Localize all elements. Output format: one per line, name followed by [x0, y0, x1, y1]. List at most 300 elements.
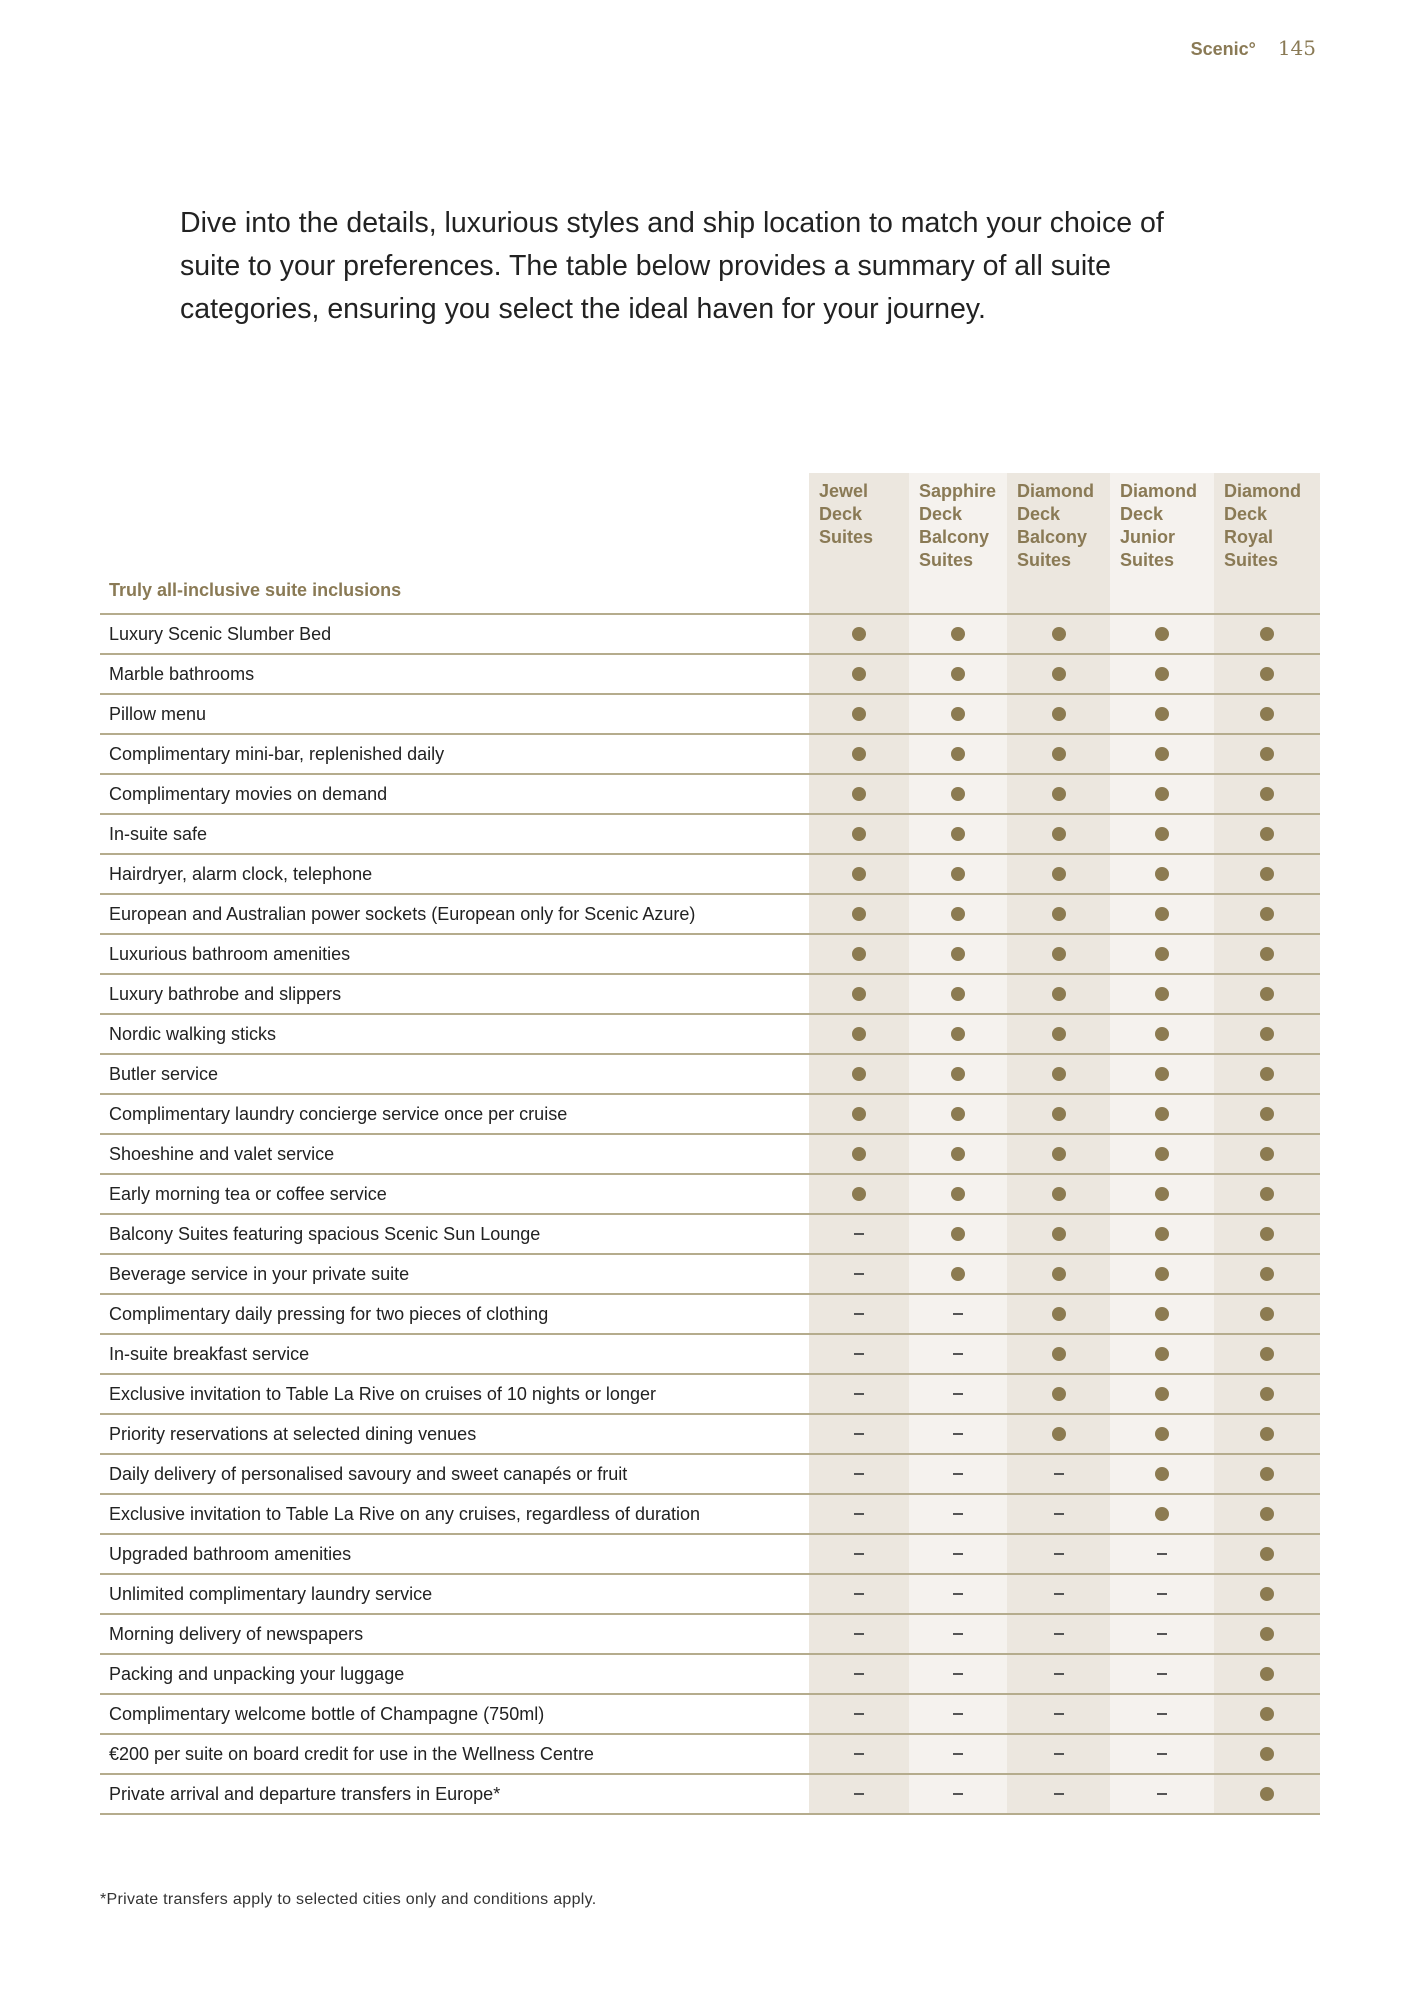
- included-dot-icon: [951, 1187, 965, 1201]
- table-cell: [909, 1335, 1007, 1373]
- not-included-dash-icon: [1054, 1633, 1064, 1635]
- included-dot-icon: [1260, 1627, 1274, 1641]
- table-cell: [909, 1615, 1007, 1653]
- column-header-line: Suites: [1017, 550, 1072, 570]
- included-dot-icon: [852, 827, 866, 841]
- included-dot-icon: [1052, 987, 1066, 1001]
- table-cell: [909, 1495, 1007, 1533]
- table-cell: [1007, 735, 1110, 773]
- row-label: Priority reservations at selected dining venues: [109, 1424, 477, 1444]
- table-cell: [809, 1535, 909, 1573]
- included-dot-icon: [1052, 1387, 1066, 1401]
- column-header-line: Diamond: [1224, 481, 1302, 501]
- included-dot-icon: [951, 947, 965, 961]
- included-dot-icon: [852, 707, 866, 721]
- row-label: Beverage service in your private suite: [109, 1264, 410, 1284]
- row-label: Upgraded bathroom amenities: [109, 1544, 352, 1564]
- included-dot-icon: [1260, 707, 1274, 721]
- suite-inclusions-table: [100, 473, 1320, 1815]
- not-included-dash-icon: [854, 1553, 864, 1555]
- table-cell: [1007, 1455, 1110, 1493]
- included-dot-icon: [1155, 667, 1169, 681]
- not-included-dash-icon: [953, 1753, 963, 1755]
- included-dot-icon: [1260, 827, 1274, 841]
- table-cell: [1110, 1375, 1214, 1413]
- table-row: [100, 1775, 1320, 1815]
- table-cell: [1007, 695, 1110, 733]
- not-included-dash-icon: [854, 1353, 864, 1355]
- included-dot-icon: [951, 1147, 965, 1161]
- row-label: Hairdryer, alarm clock, telephone: [109, 864, 373, 884]
- included-dot-icon: [1260, 1427, 1274, 1441]
- not-included-dash-icon: [1054, 1553, 1064, 1555]
- table-cell: [1214, 1375, 1320, 1413]
- table-cell: [809, 935, 909, 973]
- table-cell: [809, 1455, 909, 1493]
- table-cell: [1110, 975, 1214, 1013]
- included-dot-icon: [1155, 947, 1169, 961]
- table-cell: [1214, 1415, 1320, 1453]
- included-dot-icon: [1052, 1307, 1066, 1321]
- table-cell: [909, 1295, 1007, 1333]
- column-header-line: Deck: [1017, 504, 1061, 524]
- included-dot-icon: [1155, 1307, 1169, 1321]
- included-dot-icon: [852, 1027, 866, 1041]
- not-included-dash-icon: [953, 1553, 963, 1555]
- table-cell: [1007, 1215, 1110, 1253]
- table-cell: [1214, 615, 1320, 653]
- not-included-dash-icon: [1054, 1473, 1064, 1475]
- included-dot-icon: [1260, 987, 1274, 1001]
- table-cell: [1214, 1455, 1320, 1493]
- table-cell: [1007, 1295, 1110, 1333]
- not-included-dash-icon: [854, 1513, 864, 1515]
- table-cell: [1110, 815, 1214, 853]
- table-row: [100, 1215, 1320, 1255]
- table-row: [100, 815, 1320, 855]
- not-included-dash-icon: [953, 1393, 963, 1395]
- row-label: Morning delivery of newspapers: [109, 1624, 364, 1644]
- table-cell: [1214, 695, 1320, 733]
- column-header-line: Deck: [919, 504, 963, 524]
- included-dot-icon: [1260, 1347, 1274, 1361]
- included-dot-icon: [1260, 1027, 1274, 1041]
- table-cell: [909, 1575, 1007, 1613]
- included-dot-icon: [1155, 907, 1169, 921]
- table-cell: [909, 1735, 1007, 1773]
- table-cell: [809, 615, 909, 653]
- table-cell: [809, 1335, 909, 1373]
- table-row: [100, 975, 1320, 1015]
- column-header-line: Balcony: [919, 527, 990, 547]
- table-cell: [909, 1455, 1007, 1493]
- not-included-dash-icon: [1054, 1593, 1064, 1595]
- included-dot-icon: [1052, 1267, 1066, 1281]
- table-row: [100, 1175, 1320, 1215]
- column-header: [1017, 480, 1094, 572]
- table-cell: [809, 775, 909, 813]
- column-header-line: Deck: [1224, 504, 1268, 524]
- not-included-dash-icon: [854, 1633, 864, 1635]
- not-included-dash-icon: [1157, 1753, 1167, 1755]
- table-cell: [809, 1775, 909, 1813]
- table-header: [100, 473, 1320, 615]
- included-dot-icon: [1052, 1067, 1066, 1081]
- included-dot-icon: [1052, 1027, 1066, 1041]
- table-cell: [1007, 1415, 1110, 1453]
- included-dot-icon: [1155, 707, 1169, 721]
- table-cell: [1214, 775, 1320, 813]
- included-dot-icon: [1260, 1307, 1274, 1321]
- table-cell: [809, 975, 909, 1013]
- included-dot-icon: [1155, 1347, 1169, 1361]
- page-number: 145: [1277, 36, 1316, 60]
- table-row: [100, 655, 1320, 695]
- included-dot-icon: [852, 1187, 866, 1201]
- table-cell: [809, 1255, 909, 1293]
- section-label: Truly all-inclusive suite inclusions: [109, 580, 402, 600]
- table-cell: [1214, 1695, 1320, 1733]
- included-dot-icon: [951, 627, 965, 641]
- included-dot-icon: [1052, 827, 1066, 841]
- included-dot-icon: [852, 1107, 866, 1121]
- not-included-dash-icon: [953, 1513, 963, 1515]
- table-cell: [1007, 1335, 1110, 1373]
- table-cell: [909, 735, 1007, 773]
- included-dot-icon: [852, 747, 866, 761]
- table-cell: [1110, 775, 1214, 813]
- included-dot-icon: [951, 1027, 965, 1041]
- not-included-dash-icon: [953, 1353, 963, 1355]
- included-dot-icon: [852, 1147, 866, 1161]
- table-cell: [1007, 935, 1110, 973]
- included-dot-icon: [951, 987, 965, 1001]
- table-cell: [909, 855, 1007, 893]
- row-label: Private arrival and departure transfers in Europe*: [109, 1784, 501, 1804]
- included-dot-icon: [1155, 787, 1169, 801]
- table-cell: [1214, 1495, 1320, 1533]
- included-dot-icon: [1052, 1427, 1066, 1441]
- table-cell: [809, 1295, 909, 1333]
- included-dot-icon: [951, 1267, 965, 1281]
- table-cell: [1110, 695, 1214, 733]
- included-dot-icon: [951, 1107, 965, 1121]
- table-row: [100, 615, 1320, 655]
- not-included-dash-icon: [854, 1473, 864, 1475]
- table-cell: [1214, 1535, 1320, 1573]
- table-cell: [809, 1375, 909, 1413]
- not-included-dash-icon: [854, 1793, 864, 1795]
- table-cell: [909, 655, 1007, 693]
- included-dot-icon: [1155, 867, 1169, 881]
- table-cell: [1007, 1175, 1110, 1213]
- column-header-line: Deck: [1120, 504, 1164, 524]
- not-included-dash-icon: [1054, 1753, 1064, 1755]
- table-cell: [809, 1615, 909, 1653]
- table-row: [100, 1735, 1320, 1775]
- row-label: Early morning tea or coffee service: [109, 1184, 387, 1204]
- row-label: Complimentary mini-bar, replenished daily: [109, 744, 445, 764]
- row-label: Daily delivery of personalised savoury and sweet canapés or fruit: [109, 1464, 628, 1484]
- column-header-line: Sapphire: [919, 481, 997, 501]
- table-cell: [809, 1735, 909, 1773]
- table-row: [100, 855, 1320, 895]
- table-row: [100, 1415, 1320, 1455]
- table-row: [100, 1375, 1320, 1415]
- intro-paragraph: Dive into the details, luxurious styles and ship location to match your choice of suite to your preferences. The table below provides a summary of all suite categories, ensuring you select the ideal haven for your journey.: [180, 207, 1164, 325]
- table-cell: [1214, 975, 1320, 1013]
- included-dot-icon: [1260, 1387, 1274, 1401]
- not-included-dash-icon: [854, 1393, 864, 1395]
- included-dot-icon: [1155, 627, 1169, 641]
- table-row: [100, 1015, 1320, 1055]
- table-cell: [1007, 1015, 1110, 1053]
- table-cell: [1214, 1295, 1320, 1333]
- table-row: [100, 695, 1320, 735]
- included-dot-icon: [1155, 1387, 1169, 1401]
- table-cell: [1110, 1415, 1214, 1453]
- table-cell: [1007, 1495, 1110, 1533]
- not-included-dash-icon: [1054, 1673, 1064, 1675]
- table-cell: [1214, 895, 1320, 933]
- table-cell: [1214, 1255, 1320, 1293]
- included-dot-icon: [1155, 747, 1169, 761]
- column-header-line: Royal: [1224, 527, 1274, 547]
- not-included-dash-icon: [854, 1313, 864, 1315]
- table-cell: [1110, 1495, 1214, 1533]
- column-header: [1120, 480, 1197, 572]
- table-cell: [809, 815, 909, 853]
- row-label: In-suite breakfast service: [109, 1344, 310, 1364]
- included-dot-icon: [1260, 867, 1274, 881]
- table-cell: [809, 1695, 909, 1733]
- table-cell: [1007, 1255, 1110, 1293]
- not-included-dash-icon: [1054, 1713, 1064, 1715]
- included-dot-icon: [852, 787, 866, 801]
- included-dot-icon: [1155, 1467, 1169, 1481]
- included-dot-icon: [852, 867, 866, 881]
- included-dot-icon: [1052, 1187, 1066, 1201]
- row-label: European and Australian power sockets (European only for Scenic Azure): [109, 904, 696, 924]
- included-dot-icon: [1260, 1227, 1274, 1241]
- row-label: Luxury Scenic Slumber Bed: [109, 624, 332, 644]
- column-header-line: Balcony: [1017, 527, 1088, 547]
- included-dot-icon: [852, 667, 866, 681]
- included-dot-icon: [1155, 1507, 1169, 1521]
- included-dot-icon: [951, 707, 965, 721]
- table-cell: [1110, 1535, 1214, 1573]
- not-included-dash-icon: [953, 1473, 963, 1475]
- table-cell: [1110, 1015, 1214, 1053]
- table-cell: [1110, 655, 1214, 693]
- included-dot-icon: [951, 1227, 965, 1241]
- table-cell: [1110, 1695, 1214, 1733]
- included-dot-icon: [1155, 1187, 1169, 1201]
- table-cell: [909, 1375, 1007, 1413]
- row-label: Nordic walking sticks: [109, 1024, 277, 1044]
- table-row: [100, 1055, 1320, 1095]
- table-cell: [1214, 1575, 1320, 1613]
- table-row: [100, 1615, 1320, 1655]
- table-cell: [809, 1655, 909, 1693]
- included-dot-icon: [1260, 1507, 1274, 1521]
- table-cell: [909, 615, 1007, 653]
- row-label: Luxurious bathroom amenities: [109, 944, 351, 964]
- column-header: [919, 480, 996, 572]
- table-cell: [1007, 655, 1110, 693]
- table-cell: [1007, 1775, 1110, 1813]
- included-dot-icon: [1260, 947, 1274, 961]
- table-cell: [1110, 1295, 1214, 1333]
- table-cell: [909, 1015, 1007, 1053]
- table-cell: [1214, 1655, 1320, 1693]
- table-cell: [1214, 735, 1320, 773]
- table-cell: [809, 1055, 909, 1093]
- included-dot-icon: [1260, 1547, 1274, 1561]
- table-cell: [809, 895, 909, 933]
- not-included-dash-icon: [1054, 1513, 1064, 1515]
- table-cell: [909, 695, 1007, 733]
- table-cell: [1110, 1255, 1214, 1293]
- included-dot-icon: [1052, 747, 1066, 761]
- column-header: [819, 480, 873, 549]
- row-label: Complimentary daily pressing for two pieces of clothing: [109, 1304, 549, 1324]
- table-cell: [1214, 1015, 1320, 1053]
- included-dot-icon: [1260, 1147, 1274, 1161]
- table-row: [100, 1255, 1320, 1295]
- table-cell: [1110, 1735, 1214, 1773]
- table-cell: [909, 975, 1007, 1013]
- table-cell: [1007, 1615, 1110, 1653]
- table-cell: [809, 1575, 909, 1613]
- table-cell: [909, 1175, 1007, 1213]
- table-cell: [909, 1695, 1007, 1733]
- included-dot-icon: [1052, 867, 1066, 881]
- table-cell: [909, 1255, 1007, 1293]
- not-included-dash-icon: [854, 1673, 864, 1675]
- table-cell: [909, 1655, 1007, 1693]
- table-row: [100, 1295, 1320, 1335]
- table-row: [100, 1575, 1320, 1615]
- table-cell: [1214, 655, 1320, 693]
- table-cell: [1214, 1175, 1320, 1213]
- row-label: Shoeshine and valet service: [109, 1144, 335, 1164]
- not-included-dash-icon: [854, 1713, 864, 1715]
- row-label: €200 per suite on board credit for use in the Wellness Centre: [109, 1744, 594, 1764]
- table-cell: [1214, 1775, 1320, 1813]
- column-header-line: Suites: [819, 527, 874, 547]
- not-included-dash-icon: [953, 1593, 963, 1595]
- table-cell: [1110, 935, 1214, 973]
- table-cell: [809, 1215, 909, 1253]
- footnote: *Private transfers apply to selected cities only and conditions apply.: [100, 1891, 597, 1908]
- included-dot-icon: [1052, 707, 1066, 721]
- not-included-dash-icon: [953, 1633, 963, 1635]
- not-included-dash-icon: [1054, 1793, 1064, 1795]
- table-cell: [1007, 1655, 1110, 1693]
- not-included-dash-icon: [854, 1273, 864, 1275]
- included-dot-icon: [1155, 827, 1169, 841]
- table-cell: [909, 935, 1007, 973]
- table-cell: [909, 1415, 1007, 1453]
- included-dot-icon: [1260, 627, 1274, 641]
- not-included-dash-icon: [1157, 1793, 1167, 1795]
- included-dot-icon: [1155, 987, 1169, 1001]
- table-row: [100, 1095, 1320, 1135]
- table-cell: [909, 1535, 1007, 1573]
- included-dot-icon: [1260, 1667, 1274, 1681]
- included-dot-icon: [1155, 1147, 1169, 1161]
- table-cell: [1007, 1135, 1110, 1173]
- included-dot-icon: [1260, 1747, 1274, 1761]
- included-dot-icon: [1260, 907, 1274, 921]
- table-cell: [909, 1095, 1007, 1133]
- included-dot-icon: [1260, 1107, 1274, 1121]
- not-included-dash-icon: [1157, 1633, 1167, 1635]
- table-cell: [1214, 1215, 1320, 1253]
- table-cell: [809, 1135, 909, 1173]
- column-header-line: Jewel: [819, 481, 869, 501]
- row-label: Balcony Suites featuring spacious Scenic Sun Lounge: [109, 1224, 541, 1244]
- included-dot-icon: [1155, 1267, 1169, 1281]
- row-label: Complimentary movies on demand: [109, 784, 388, 804]
- included-dot-icon: [951, 787, 965, 801]
- table-cell: [1007, 1695, 1110, 1733]
- table-cell: [1214, 815, 1320, 853]
- table-cell: [809, 1495, 909, 1533]
- column-header-line: Deck: [819, 504, 863, 524]
- included-dot-icon: [1260, 747, 1274, 761]
- included-dot-icon: [1052, 1227, 1066, 1241]
- included-dot-icon: [1052, 667, 1066, 681]
- column-header-line: Diamond: [1120, 481, 1198, 501]
- table-cell: [1214, 935, 1320, 973]
- column-header-line: Suites: [1224, 550, 1279, 570]
- table-cell: [809, 855, 909, 893]
- included-dot-icon: [852, 627, 866, 641]
- included-dot-icon: [951, 667, 965, 681]
- table-cell: [1214, 1095, 1320, 1133]
- table-cell: [1110, 1615, 1214, 1653]
- table-cell: [1110, 1055, 1214, 1093]
- row-label: Luxury bathrobe and slippers: [109, 984, 342, 1004]
- not-included-dash-icon: [1157, 1673, 1167, 1675]
- table-cell: [909, 1215, 1007, 1253]
- table-cell: [809, 1095, 909, 1133]
- column-header: [1224, 480, 1301, 572]
- table-cell: [1214, 1615, 1320, 1653]
- included-dot-icon: [1052, 907, 1066, 921]
- not-included-dash-icon: [1157, 1713, 1167, 1715]
- table-cell: [1007, 895, 1110, 933]
- table-cell: [809, 735, 909, 773]
- not-included-dash-icon: [854, 1433, 864, 1435]
- table-cell: [1007, 855, 1110, 893]
- table-cell: [1007, 975, 1110, 1013]
- included-dot-icon: [1260, 1707, 1274, 1721]
- table-row: [100, 1655, 1320, 1695]
- column-header-line: Suites: [1120, 550, 1175, 570]
- row-label: Marble bathrooms: [109, 664, 255, 684]
- table-cell: [1214, 855, 1320, 893]
- row-label: Complimentary welcome bottle of Champagne (750ml): [109, 1704, 545, 1724]
- included-dot-icon: [951, 1067, 965, 1081]
- row-label: Exclusive invitation to Table La Rive on any cruises, regardless of duration: [109, 1504, 700, 1524]
- page-header: [1191, 36, 1316, 60]
- table-cell: [1007, 1535, 1110, 1573]
- table-cell: [809, 655, 909, 693]
- table-cell: [1007, 1055, 1110, 1093]
